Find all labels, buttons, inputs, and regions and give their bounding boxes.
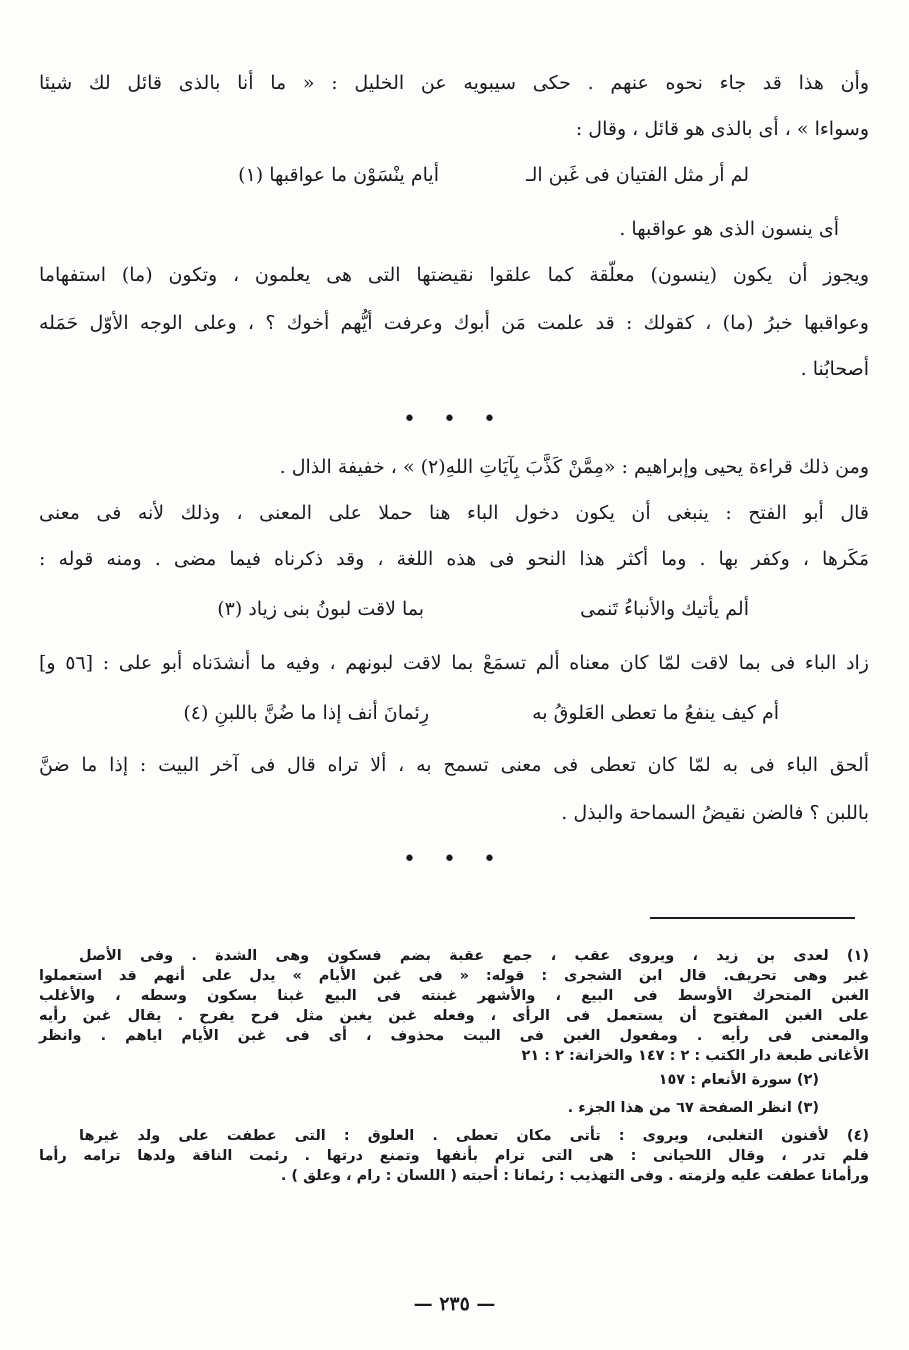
footnote-4-line-3: ورأمانا عطفت عليه ولزمته . وفى التهذيب : رئمانا : أحبته ( اللسان : رام ، وعلق ) .	[280, 1168, 869, 1184]
body-line-4: ويجوز أن يكون (ينسون) معلّقة كما علقوا نقيضتها التى هى يعلمون ، وتكون (ما) استفهاما	[39, 264, 869, 286]
body-line-8: قال أبو الفتح : ينبغى أن يكون دخول الباء هنا حملا على المعنى ، وذلك لأنه فى معنى	[39, 502, 869, 524]
verse-2-first-hemistich: ألم يأتيك والأنباءُ تَنمى	[580, 598, 749, 620]
verse-2-second-hemistich: بما لاقت لبونُ بنى زياد (٣)	[217, 598, 424, 620]
verse-3-first-hemistich: أم كيف ينفعُ ما تعطى العَلوقُ به	[532, 702, 779, 724]
body-line-6: أصحابُنا .	[800, 358, 869, 380]
body-line-9: مَكَرها ، وكفر بها . وما أكثر هذا النحو فى هذه اللغة ، وقد ذكرناه فيما مضى . ومنه قوله :	[39, 548, 869, 570]
section-separator-1: • • •	[403, 407, 506, 432]
footnote-rule	[650, 917, 855, 919]
body-line-1: وأن هذا قد جاء نحوه عنهم . حكى سيبويه عن الخليل : « ما أنا بالذى قائل لك شيئا	[39, 72, 869, 94]
body-line-2: وسواءا » ، أى بالذى هو قائل ، وقال :	[575, 118, 869, 140]
footnote-4-line-1: (٤) لأفنون التغلبى، ويروى : تأتى مكان تعطى . العلوق : التى عطفت على ولد غيرها	[79, 1128, 869, 1144]
body-line-3: أى ينسون الذى هو عواقبها .	[619, 218, 839, 240]
footnote-4-line-2: فلم تدر ، وقال اللحيانى : هى التى ترام بأنفها وتمنع درتها . رئمت الناقة ولدها ترامه رأما	[39, 1148, 869, 1164]
footnote-1-line-4: على الغبن المفتوح أن يستعمل فى الرأى ، وفعله غبن يغبن مثل فرح يفرح . يقال غبن رأيه	[39, 1008, 869, 1024]
body-line-7: ومن ذلك قراءة يحيى وإبراهيم : «مِمَّنْ كَذَّبَ بِآيَاتِ اللهِ(٢) » ، خفيفة الذال .	[279, 456, 869, 478]
body-line-12: باللبن ؟ فالضن نقيضُ السماحة والبذل .	[561, 802, 869, 824]
footnote-2: (٢) سورة الأنعام : ١٥٧	[658, 1072, 819, 1088]
footnote-1-line-2: غبر وهى تحريف. قال ابن الشجرى : قوله: « فى غبن الأيام » يدل على أنهم قد استعملوا	[39, 968, 869, 984]
verse-1-first-hemistich: لم أر مثل الفتيان فى غَبن الـ	[526, 164, 749, 186]
page-number: — ٢٣٥ —	[413, 1293, 496, 1315]
verse-3-second-hemistich: رِئمانَ أنف إذا ما ضُنَّ باللبنِ (٤)	[183, 702, 429, 724]
verse-1-second-hemistich: أيام ينْسَوْن ما عواقبها (١)	[238, 164, 439, 186]
body-line-10: زاد الباء فى بما لاقت لمّا كان معناه ألم تسمَعْ بما لاقت لبونهم ، وفيه ما أنشدَناه أبو على : [٥٦ و]	[39, 652, 869, 674]
footnote-1-line-6: الأغانى طبعة دار الكتب : ٢ : ١٤٧ والخزانة: ٢ : ٢١	[521, 1048, 869, 1064]
body-line-5: وعواقبها خبرُ (ما) ، كقولك : قد علمت مَن أبوك وعرفت أيُّهم أخوك ؟ ، وعلى الوجه الأوّل حَمَله	[39, 312, 869, 334]
footnote-1-line-5: والمعنى فى رأيه . ومفعول الغبن فى البيت محذوف ، أى فى غبن الأيام اياهم . وانظر	[39, 1028, 869, 1044]
footnote-3: (٣) انظر الصفحة ٦٧ من هذا الجزء .	[567, 1100, 819, 1116]
footnote-1-line-3: الغبن المتحرك الأوسط فى البيع ، والأشهر غبنته فى البيع غبنا بسكون وسطه ، والأغلب	[39, 988, 869, 1004]
body-line-11: ألحق الباء فى به لمّا كان تعطى فى معنى تسمح به ، ألا تراه قال فى آخر البيت : إذا ما ضنَّ	[39, 754, 869, 776]
section-separator-2: • • •	[403, 847, 506, 872]
footnote-1-line-1: (١) لعدى بن زيد ، ويروى عقب ، جمع عقبة بضم فسكون وهى الشدة . وفى الأصل	[79, 948, 869, 964]
